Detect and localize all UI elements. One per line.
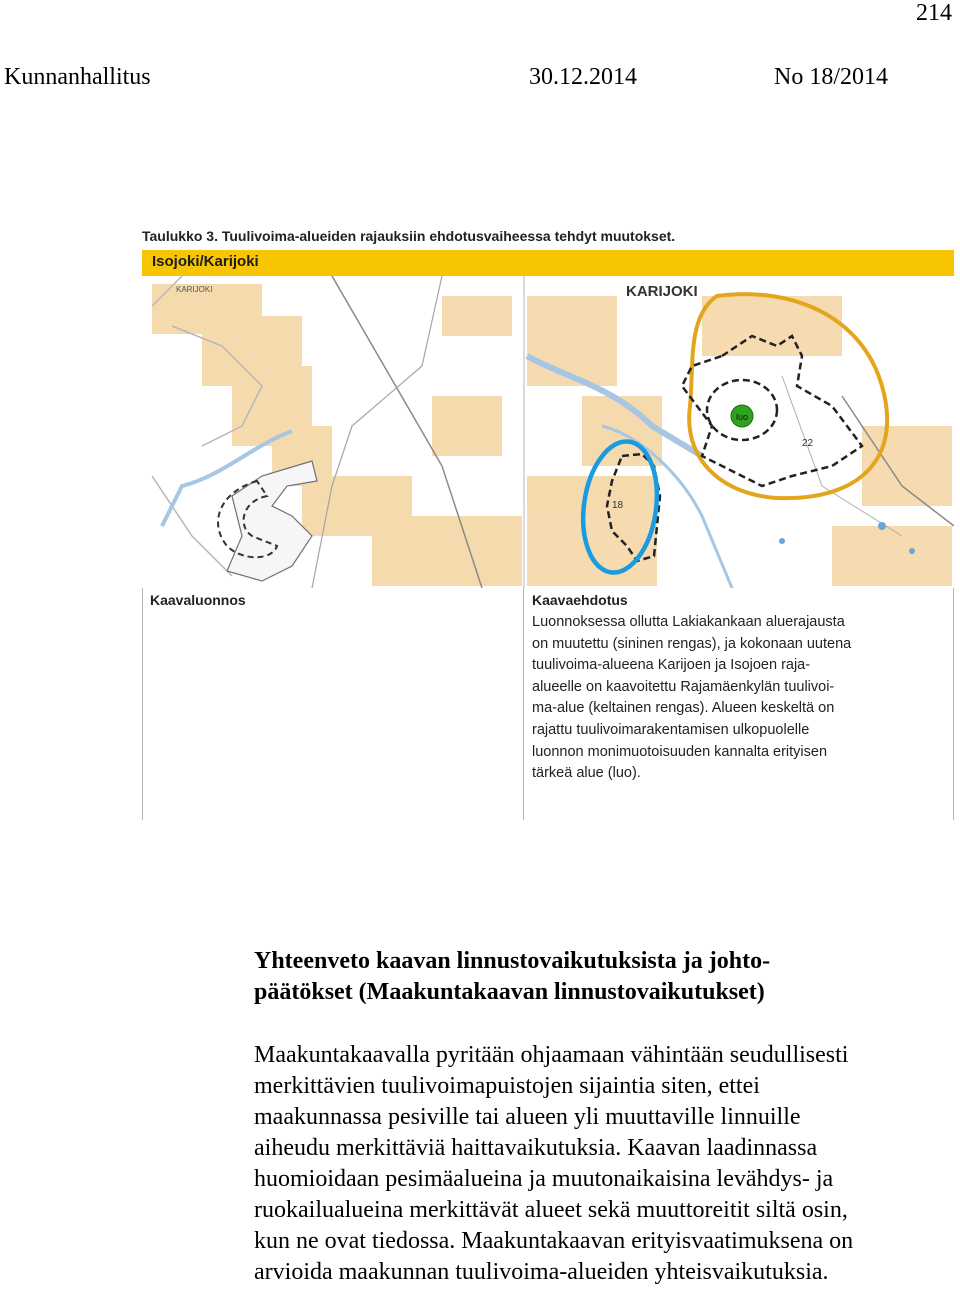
region-band [142,250,954,276]
table-border-right [953,588,954,820]
table-border-left [142,588,143,820]
figure-table [142,228,954,820]
table-border-middle [523,588,524,820]
luo-label: luo [736,412,749,422]
region-band-label: Isojoki/Karijoki [152,253,259,270]
left-map-place-label: KARIJOKI [176,285,213,294]
maps-figure [142,276,954,588]
header-date: 30.12.2014 [529,64,637,90]
figure-caption: Taulukko 3. Tuulivoima-alueiden rajauksiin ehdotusvaiheessa tehdyt muutokset. [142,228,676,244]
right-column-label: Kaavaehdotus [532,592,628,608]
page-number: 214 [916,0,952,26]
area-18-label: 18 [612,500,624,511]
left-column-label: Kaavaluonnos [150,592,246,608]
right-column-text: Luonnoksessa ollutta Lakiakankaan aluerajausta on muutettu (sininen rengas), ja kokonaan uutena tuulivoima-alueena Karijoen ja Isojoen raja- alueelle on kaavoitettu Rajamäenkylän tuulivoi- ma-alue (keltainen rengas). Alueen keskeltä on rajattu tuulivoimarakentamisen ulkopuolelle luonnon monimuotoisuuden kannalta erityisen tärkeä alue (luo). [532,614,852,782]
right-map-place-label: KARIJOKI [626,283,698,300]
section-heading [254,946,894,1008]
area-22-label: 22 [802,438,814,449]
header-body: Kunnanhallitus [4,64,151,90]
header-number: No 18/2014 [774,64,888,90]
body-paragraph: Maakuntakaavalla pyritään ohjaamaan vähintään seudullisesti merkittävien tuulivoimapuistojen sijaintia siten, ettei maakunnassa pesiville tai alueen yli muuttaville linnuille aiheudu merkittäviä haittavaikutuksia. Kaavan laadinnassa huomioidaan pesimäalueina ja muutonaikaisina levähdys- ja ruokailualueina merkittävät alueet sekä muuttoreitit siltä osin, kun ne ovat tiedossa. Maakuntakaavan erityisvaatimuksena on arvioida maakunnan tuulivoima-alueiden yhteisvaikutuksia. [254,1042,854,1285]
maps-row [142,276,954,588]
section-heading-text: Yhteenveto kaavan linnustovaikutuksista ja johto- päätökset (Maakuntakaavan linnustovaikutukset) [254,948,771,1005]
